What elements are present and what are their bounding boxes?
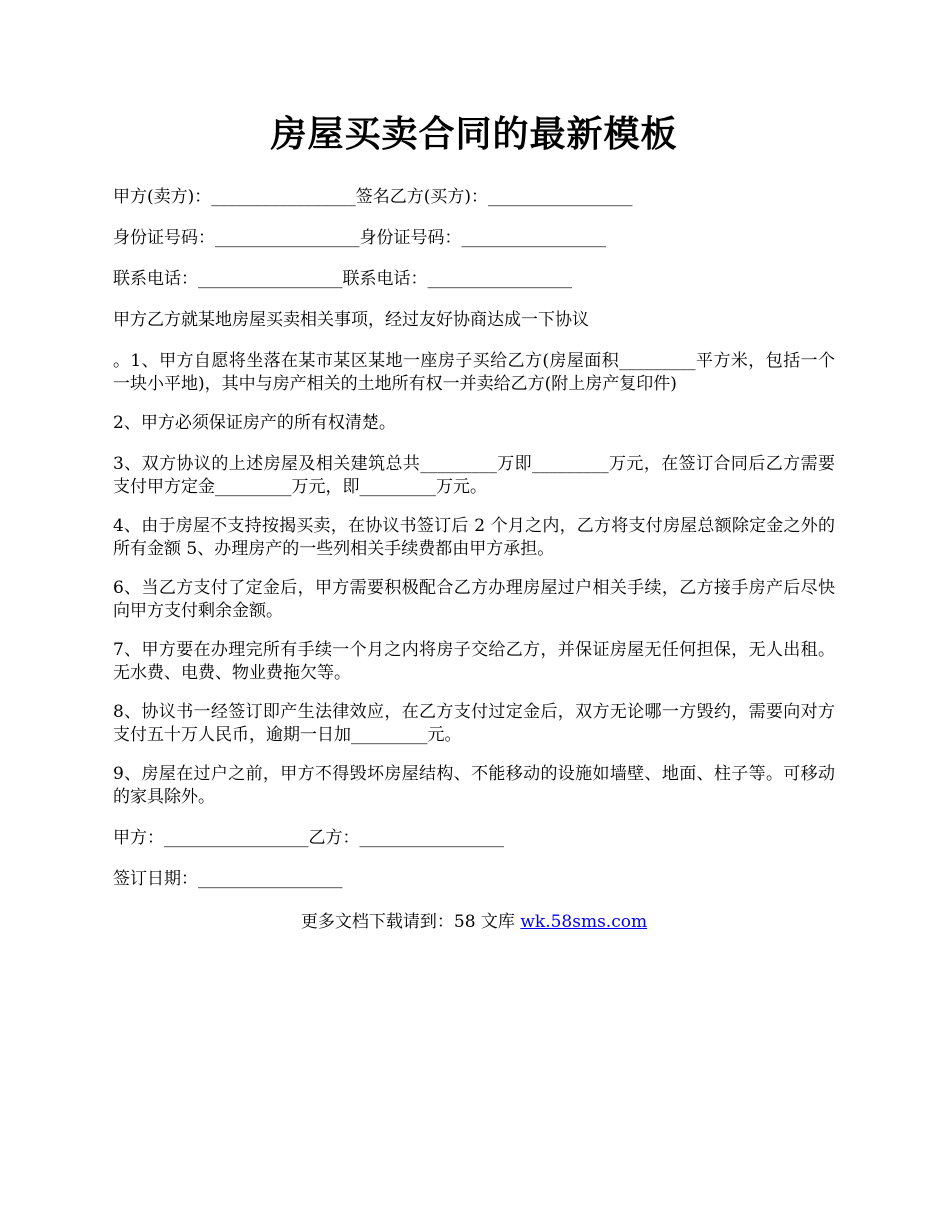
clause-9: 9、房屋在过户之前，甲方不得毁坏房屋结构、不能移动的设施如墙壁、地面、柱子等。可移动的家具除外。 [113, 764, 835, 807]
clause-3: 3、双方协议的上述房屋及相关建筑总共_________万即_________万元，在签订合同后乙方需要支付甲方定金_________万元，即_________万元。 [113, 454, 835, 497]
clause-6: 6、当乙方支付了定金后，甲方需要积极配合乙方办理房屋过户相关手续，乙方接手房产后尽快向甲方支付剩余金额。 [113, 578, 835, 621]
document-title: 房屋买卖合同的最新模板 [270, 113, 678, 155]
footer-link[interactable]: wk.58sms.com [520, 912, 648, 932]
date-line: 签订日期：_________________ [113, 869, 343, 889]
footer-prefix: 更多文档下载请到：58 文库 [300, 912, 521, 932]
party-line: 甲方(卖方)：_________________签名乙方(买方)：_________________ [113, 187, 633, 207]
id-number-line: 身份证号码：_________________身份证号码：_________________ [113, 228, 606, 248]
footer [113, 911, 835, 934]
clause-8: 8、协议书一经签订即产生法律效应，在乙方支付过定金后，双方无论哪一方毁约，需要向对方支付五十万人民币，逾期一日加_________元。 [113, 702, 835, 745]
clause-2: 2、甲方必须保证房产的所有权清楚。 [113, 413, 396, 433]
clause-7: 7、甲方要在办理完所有手续一个月之内将房子交给乙方，并保证房屋无任何担保，无人出租。无水费、电费、物业费拖欠等。 [113, 640, 835, 683]
clause-1: 。1、甲方自愿将坐落在某市某区某地一座房子买给乙方(房屋面积_________平方米，包括一个一块小平地)，其中与房产相关的土地所有权一并卖给乙方(附上房产复印件) [113, 351, 835, 394]
signature-line: 甲方：_________________乙方：_________________ [113, 828, 504, 848]
intro-paragraph: 甲方乙方就某地房屋买卖相关事项，经过友好协商达成一下协议 [113, 310, 589, 330]
clause-4: 4、由于房屋不支持按揭买卖，在协议书签订后 2 个月之内，乙方将支付房屋总额除定金之外的所有金额 5、办理房产的一些列相关手续费都由甲方承担。 [113, 516, 835, 559]
phone-line: 联系电话：_________________联系电话：_________________ [113, 269, 572, 289]
